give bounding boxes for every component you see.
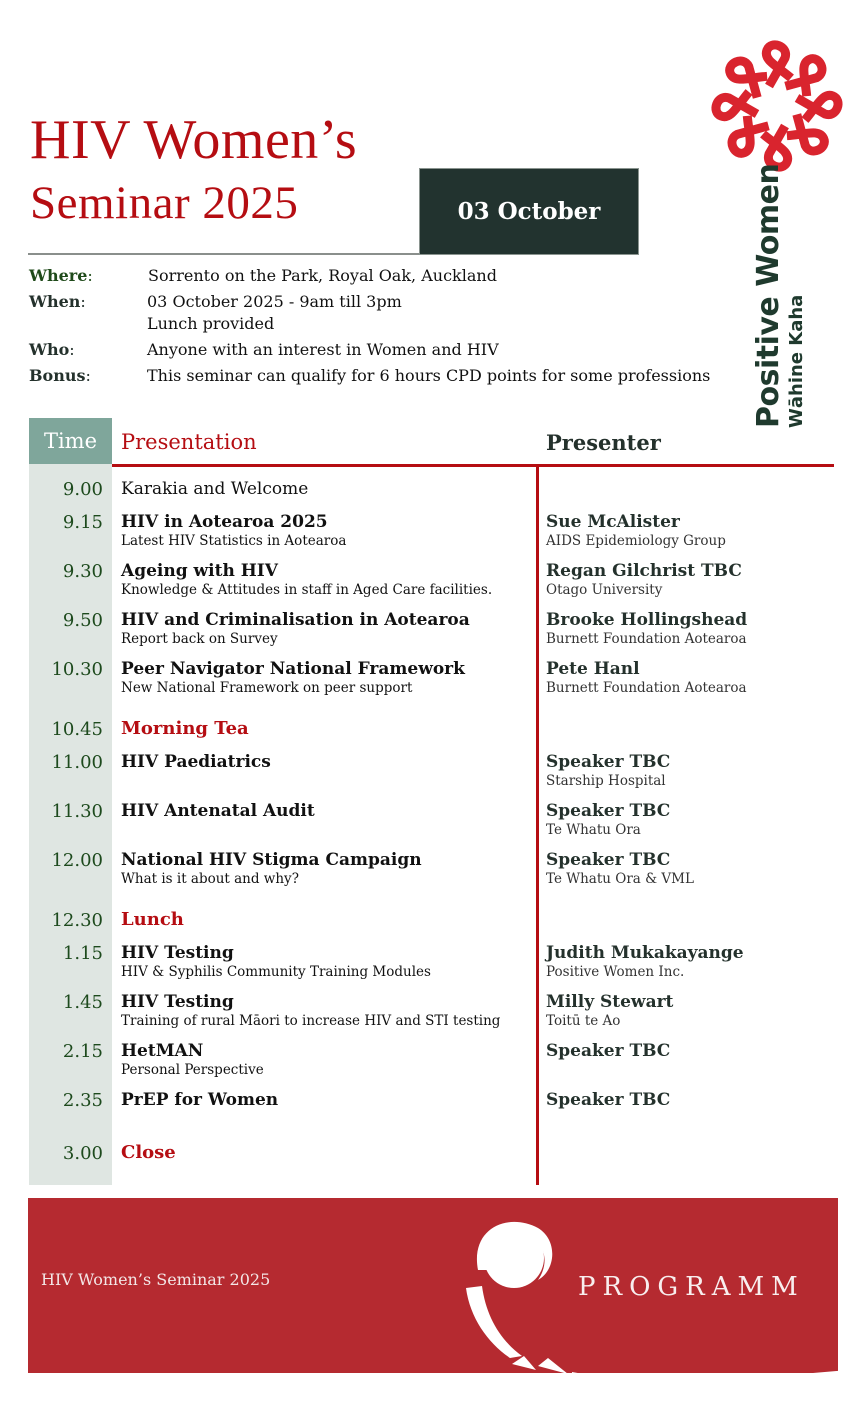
logo-wordmark: [752, 164, 808, 428]
row-organisation: Starship Hospital: [546, 773, 666, 789]
info-where: Where: Sorrento on the Park, Royal Oak, Auckland: [29, 266, 497, 285]
row-time: 10.30: [51, 659, 103, 680]
row-organisation: Otago University: [546, 582, 663, 598]
header-divider: [112, 464, 834, 467]
where-value: Sorrento on the Park, Royal Oak, Auckland: [148, 266, 497, 285]
row-title: National HIV Stigma Campaign: [121, 850, 422, 870]
row-title: Ageing with HIV: [121, 561, 278, 581]
row-subtitle: HIV & Syphilis Community Training Modules: [121, 964, 431, 980]
row-organisation: Te Whatu Ora: [546, 822, 641, 838]
row-subtitle: Report back on Survey: [121, 631, 278, 647]
row-subtitle: New National Framework on peer support: [121, 680, 413, 696]
where-label: Where: [29, 266, 88, 285]
row-subtitle: Latest HIV Statistics in Aotearoa: [121, 533, 347, 549]
row-presenter: Speaker TBC: [546, 850, 671, 870]
row-time: 9.00: [62, 479, 103, 500]
page-title-line1: HIV Women’s: [30, 109, 358, 171]
row-presenter: Regan Gilchrist TBC: [546, 561, 742, 581]
ribbon-flower-icon: [706, 40, 848, 172]
event-info: [29, 265, 710, 391]
presenter-column-header: Presenter: [546, 430, 661, 455]
row-presenter: Judith Mukakayange: [546, 943, 744, 963]
row-title: Lunch: [121, 909, 184, 930]
row-subtitle: Knowledge & Attitudes in staff in Aged Care facilities.: [121, 582, 493, 598]
row-time: 12.30: [51, 910, 103, 931]
row-title: HIV Paediatrics: [121, 752, 271, 772]
row-presenter: Pete Hanl: [546, 659, 640, 679]
row-presenter: Milly Stewart: [546, 992, 674, 1012]
who-label: Who: [29, 340, 70, 359]
row-organisation: Toitū te Ao: [546, 1013, 621, 1029]
row-title: HIV Antenatal Audit: [121, 801, 315, 821]
row-presenter: Speaker TBC: [546, 801, 671, 821]
row-title: Close: [121, 1142, 176, 1163]
row-title: Peer Navigator National Framework: [121, 659, 465, 679]
row-subtitle: What is it about and why?: [121, 871, 299, 887]
row-presenter: Speaker TBC: [546, 752, 671, 772]
row-title: HetMAN: [121, 1041, 204, 1061]
row-time: 9.15: [62, 512, 103, 533]
row-title: Karakia and Welcome: [121, 479, 309, 499]
row-time: 1.15: [62, 943, 103, 964]
row-time: 2.35: [62, 1090, 103, 1111]
row-time: 1.45: [62, 992, 103, 1013]
row-title: HIV in Aotearoa 2025: [121, 512, 328, 532]
info-bonus: Bonus: This seminar can qualify for 6 hours CPD points for some professions: [29, 366, 711, 385]
row-time: 11.30: [51, 801, 103, 822]
row-presenter: Speaker TBC: [546, 1090, 671, 1110]
row-time: 3.00: [62, 1143, 103, 1164]
presentation-column-header: Presentation: [121, 430, 257, 454]
date-badge: [419, 168, 639, 255]
bonus-value: This seminar can qualify for 6 hours CPD points for some professions: [147, 366, 711, 385]
row-time: 11.00: [51, 752, 103, 773]
page-title-line2: Seminar 2025: [30, 177, 299, 229]
row-time: 9.30: [62, 561, 103, 582]
bonus-label: Bonus: [29, 366, 86, 385]
row-organisation: Burnett Foundation Aotearoa: [546, 680, 747, 696]
row-title: PrEP for Women: [121, 1090, 279, 1110]
logo-name: Positive Women: [751, 163, 786, 428]
row-title: HIV Testing: [121, 992, 234, 1012]
row-presenter: Speaker TBC: [546, 1041, 671, 1061]
footer-event-title: HIV Women’s Seminar 2025: [41, 1270, 271, 1289]
logo-tagline: Wāhine Kaha: [786, 294, 807, 428]
info-who: Who: Anyone with an interest in Women and HIV: [29, 340, 499, 359]
title-divider: [28, 253, 420, 255]
row-organisation: Te Whatu Ora & VML: [546, 871, 694, 887]
row-presenter: Sue McAlister: [546, 512, 680, 532]
row-time: 10.45: [51, 719, 103, 740]
row-organisation: Positive Women Inc.: [546, 964, 685, 980]
row-time: 2.15: [62, 1041, 103, 1062]
row-title: Morning Tea: [121, 718, 249, 739]
row-title: HIV Testing: [121, 943, 234, 963]
row-time: 9.50: [62, 610, 103, 631]
date-badge-text: 03 October: [457, 198, 601, 225]
info-when: When: 03 October 2025 - 9am till 3pm Lunch provided: [29, 292, 402, 333]
footer-programme-label: PROGRAMM: [578, 1272, 805, 1302]
when-value: 03 October 2025 - 9am till 3pm: [147, 292, 402, 311]
row-subtitle: Personal Perspective: [121, 1062, 264, 1078]
row-organisation: Burnett Foundation Aotearoa: [546, 631, 747, 647]
row-presenter: Brooke Hollingshead: [546, 610, 748, 630]
time-column-header: Time: [29, 418, 112, 464]
row-title: HIV and Criminalisation in Aotearoa: [121, 610, 470, 630]
row-subtitle: Training of rural Māori to increase HIV and STI testing: [121, 1013, 501, 1029]
row-time: 12.00: [51, 850, 103, 871]
when-note: Lunch provided: [147, 314, 275, 333]
footer-banner: [28, 1198, 838, 1373]
row-organisation: AIDS Epidemiology Group: [546, 533, 726, 549]
column-divider: [536, 464, 539, 1185]
when-label: When: [29, 292, 81, 311]
who-value: Anyone with an interest in Women and HIV: [147, 340, 499, 359]
